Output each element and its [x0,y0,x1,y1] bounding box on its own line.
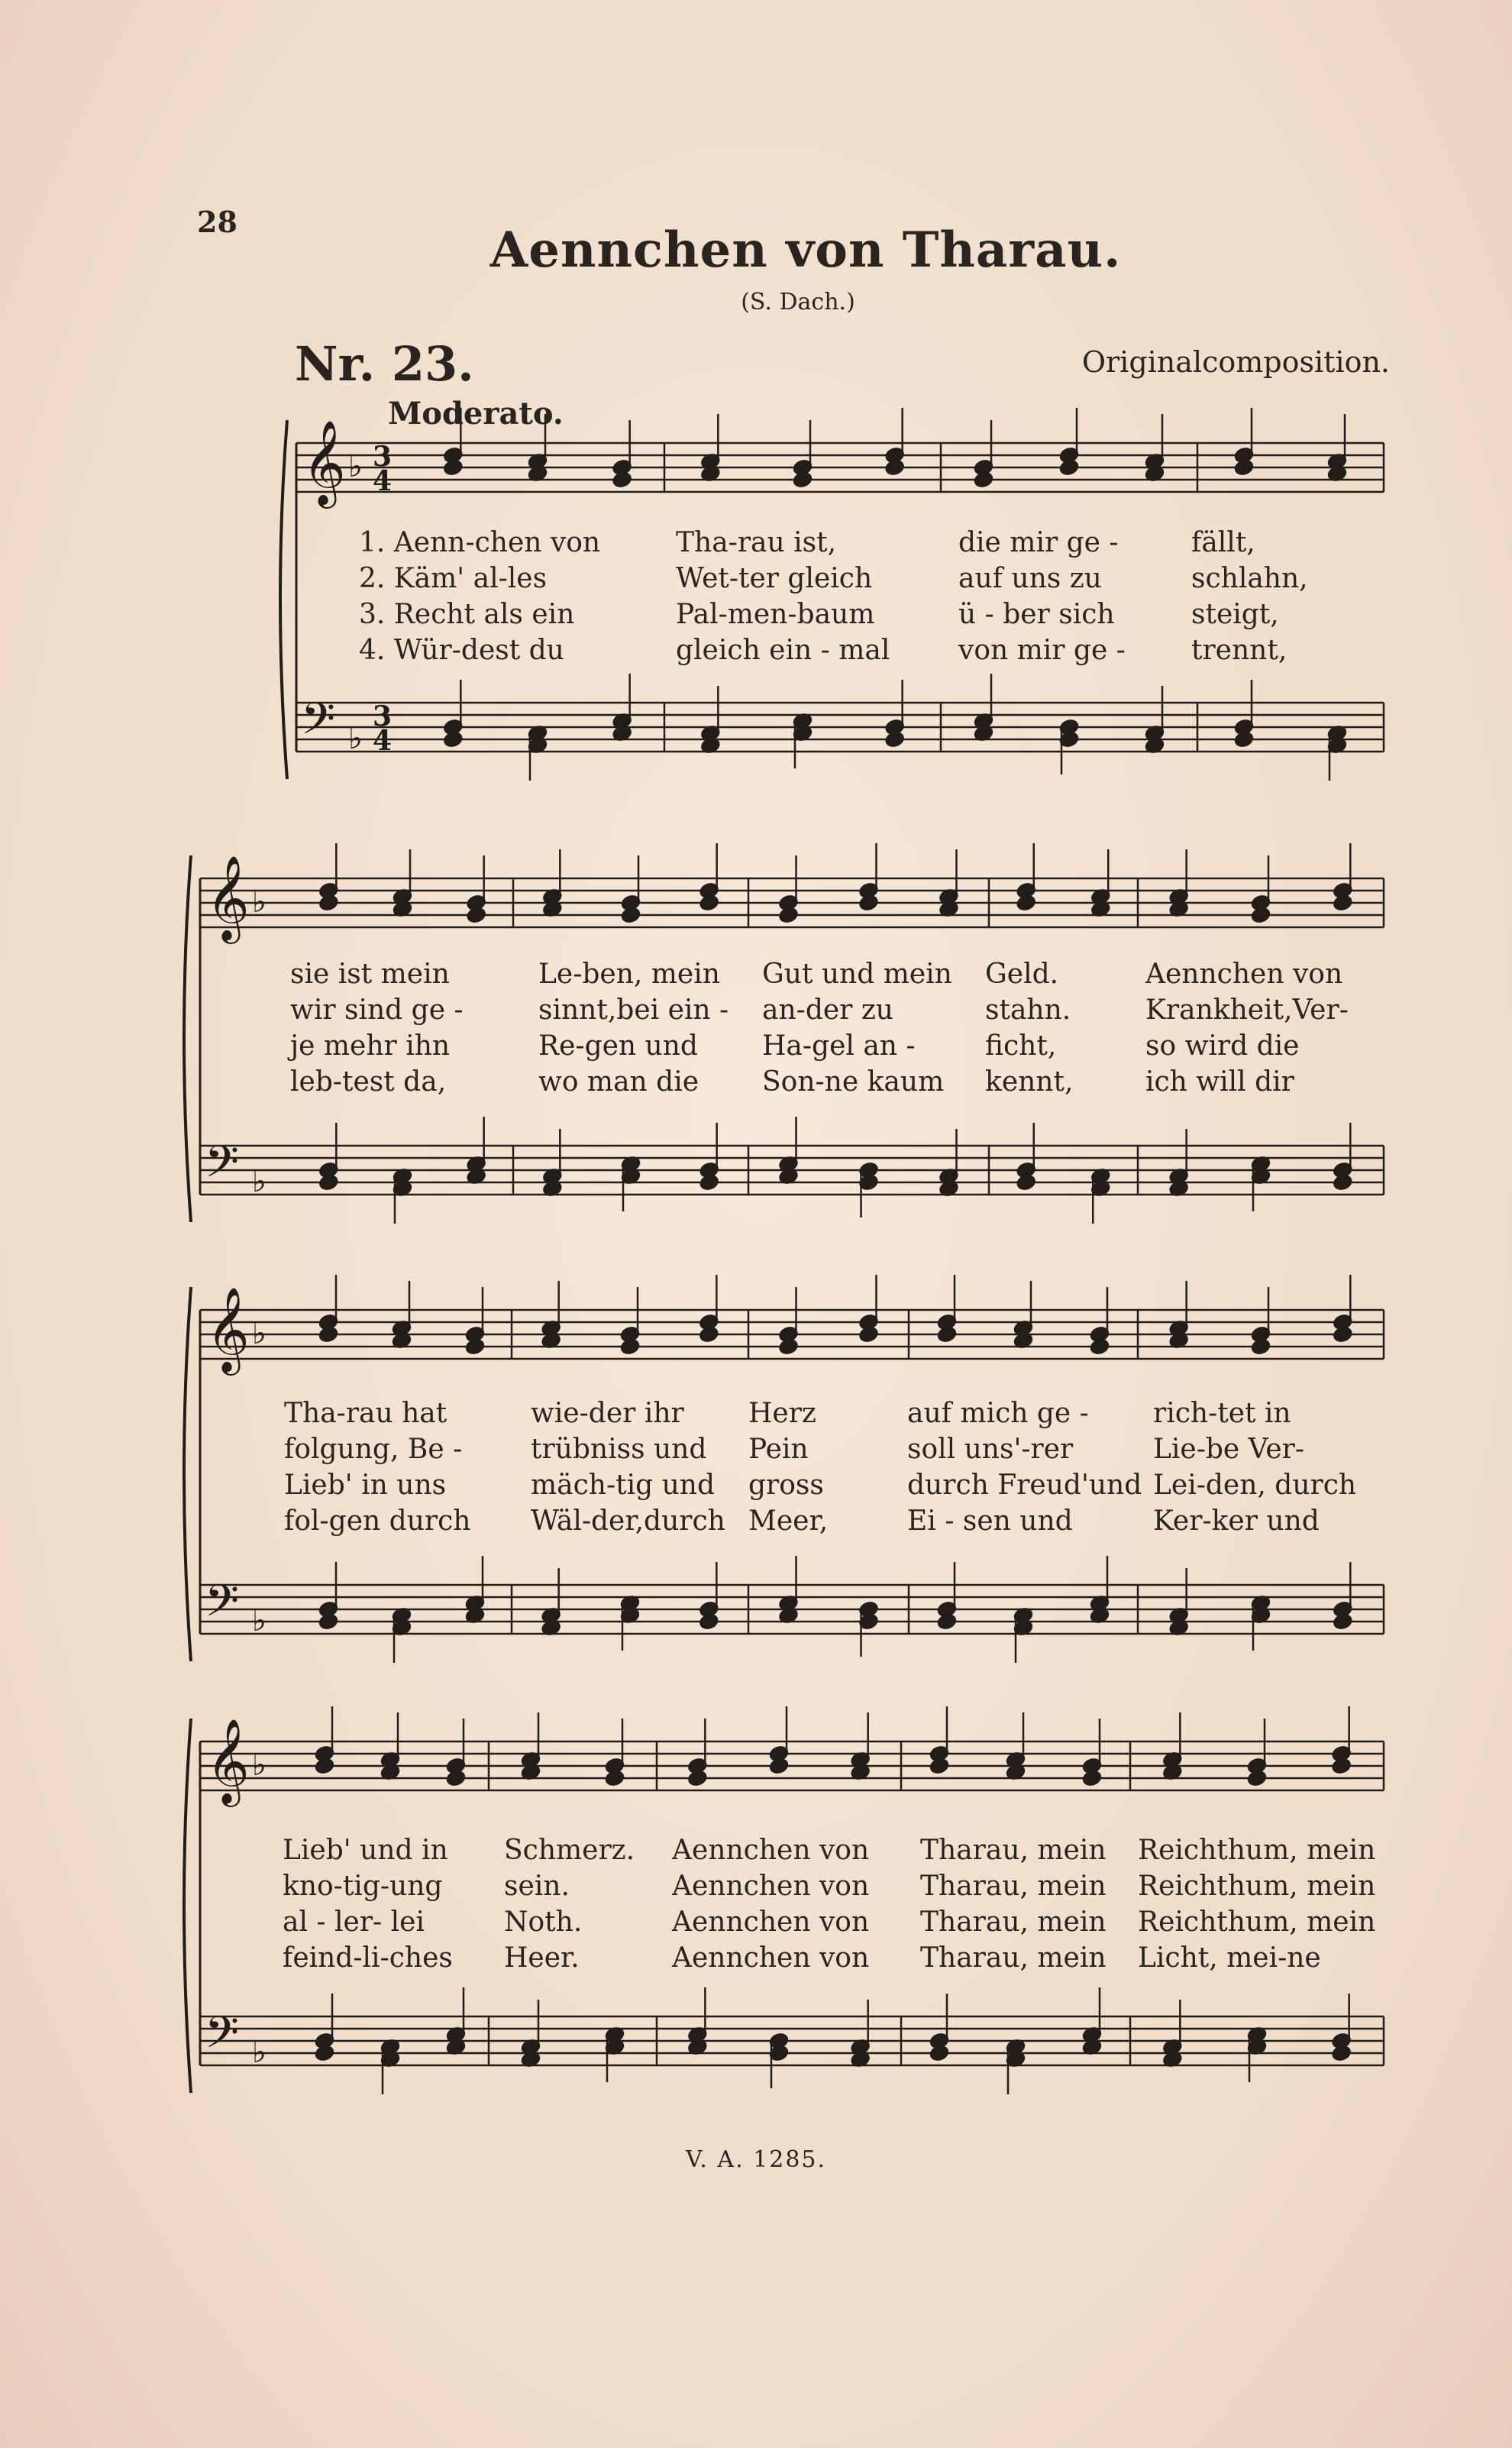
lyric-fragment: Schmerz. [504,1835,635,1866]
lyric-fragment: Tha-rau hat [284,1398,447,1429]
system-4-treble-note [315,1758,334,1775]
system-3-treble-note [1333,1326,1352,1344]
lyric-fragment: gross [748,1470,824,1501]
lyric-fragment: mäch-tig und [531,1470,715,1501]
lyric-fragment: Meer, [748,1505,829,1537]
system-2-treble-note [1333,894,1352,912]
system-3-treble-note [1090,1338,1110,1356]
system-3-treble-note [699,1326,719,1344]
system-1-treble-key-signature: ♭ [348,449,363,484]
system-2-treble-note [1016,894,1036,912]
system-1-treble-note [885,459,905,477]
song-number: Nr. 23. [295,336,474,392]
system-2-treble-clef: 𝄞 [206,855,250,940]
tempo-marking: Moderato. [388,396,564,432]
system-2-treble-key-signature: ♭ [252,884,267,920]
lyric-fragment: soll uns'-rer [907,1434,1074,1465]
poet-credit: (S. Dach.) [741,289,855,315]
lyric-fragment: 2. Käm' al-les [359,563,548,594]
lyric-fragment: von mir ge - [958,635,1126,666]
lyric-fragment: Pal-men-baum [676,599,875,630]
lyric-fragment: Pein [748,1434,809,1465]
system-4-treble-note [605,1770,625,1787]
system-3-bass-note [318,1613,338,1631]
lyric-fragment: rich-tet in [1153,1398,1291,1429]
system-3-bass-note [937,1613,957,1631]
lyric-fragment: Tharau, mein [920,1942,1107,1974]
lyric-fragment: auf uns zu [958,563,1102,594]
system-3-treble-note [937,1326,957,1344]
lyric-fragment: wie-der ihr [531,1398,684,1429]
system-3-treble-note [465,1338,485,1356]
lyric-fragment: ich will dir [1145,1066,1294,1098]
lyric-fragment: Tharau, mein [920,1835,1107,1866]
lyric-fragment: ficht, [985,1030,1057,1062]
system-1-treble-note [1059,459,1079,477]
lyric-fragment: an-der zu [762,994,893,1026]
system-2-bass-note [1016,1174,1036,1192]
lyric-fragment: Gut und mein [762,959,952,990]
system-3-bass-note [1333,1613,1352,1631]
lyric-fragment: Tharau, mein [920,1906,1107,1938]
system-2-treble-note [318,894,338,912]
lyric-fragment: Herz [748,1398,816,1429]
system-1-bass-note [885,731,905,749]
lyric-fragment: trennt, [1191,635,1287,666]
lyric-fragment: kno-tig-ung [283,1871,443,1902]
page-number: 28 [197,205,237,239]
system-3-bass-clef: 𝄢 [205,1575,240,1638]
lyric-fragment: die mir ge - [958,527,1119,558]
lyric-fragment: stahn. [985,994,1071,1026]
system-3-treble-note [620,1338,640,1356]
lyric-fragment: Lieb' und in [283,1835,448,1866]
system-1-treble-note [974,471,993,489]
system-2-bass-note [1333,1174,1352,1192]
system-2-bass-key-signature: ♭ [252,1164,267,1199]
lyric-fragment: 3. Recht als ein [359,599,575,630]
system-2-bass-clef: 𝄢 [205,1136,240,1198]
publisher-number: V. A. 1285. [685,2146,827,2173]
composition-note: Originalcomposition. [1081,345,1390,379]
lyric-fragment: Ha-gel an - [762,1030,916,1062]
lyric-fragment: Re-gen und [538,1030,698,1062]
lyric-fragment: steigt, [1191,599,1279,630]
system-2-treble-note [621,907,641,924]
lyric-fragment: Lieb' in uns [284,1470,447,1501]
system-4-treble-note [1082,1770,1102,1787]
lyric-fragment: so wird die [1145,1030,1300,1062]
lyric-fragment: Le-ben, mein [538,959,720,990]
system-1-bass-key-signature: ♭ [348,721,363,756]
system-4-treble-clef: 𝄞 [206,1718,250,1803]
system-1-bass-note [443,731,463,749]
system-1-treble-clef: 𝄞 [302,419,346,505]
lyric-fragment: Geld. [985,959,1059,990]
system-2-treble-note [467,907,486,924]
system-4-bass-note [929,2045,949,2062]
system-4-bass-clef: 𝄢 [205,2007,240,2069]
lyric-fragment: Reichthum, mein [1138,1835,1376,1866]
lyric-fragment: 1. Aenn-chen von [359,527,601,558]
lyric-fragment: Tharau, mein [920,1871,1107,1902]
lyric-fragment: al - ler- lei [283,1906,425,1938]
system-2-treble-note [858,894,878,912]
system-1-bass-note [1234,731,1254,749]
system-4-treble-note [446,1770,466,1787]
lyric-fragment: wir sind ge - [290,994,464,1026]
lyric-fragment: sinnt,bei ein - [538,994,729,1026]
system-4-treble-key-signature: ♭ [252,1748,267,1783]
system-3-treble-note [1251,1338,1271,1356]
lyric-fragment: Aennchen von [672,1871,870,1902]
lyric-fragment: feind-li-ches [283,1942,453,1974]
bass-time-signature-top: 3 [373,700,393,732]
lyric-fragment: Aennchen von [1145,959,1343,990]
lyric-fragment: Aennchen von [672,1906,870,1938]
lyric-fragment: Ker-ker und [1153,1505,1320,1537]
lyric-fragment: Son-ne kaum [762,1066,945,1098]
lyric-fragment: durch Freud'und [907,1470,1142,1501]
system-3-treble-note [858,1326,878,1344]
lyric-fragment: Wet-ter gleich [676,563,873,594]
lyric-fragment: leb-test da, [290,1066,447,1098]
system-1-treble-note [793,471,813,489]
system-2-brace [184,855,191,1222]
system-2-bass-note [318,1174,338,1192]
lyric-fragment: Wäl-der,durch [531,1505,725,1537]
system-1-brace [280,420,287,779]
lyric-fragment: folgung, Be - [284,1434,463,1465]
lyric-fragment: schlahn, [1191,563,1308,594]
lyric-fragment: gleich ein - mal [676,635,890,666]
lyric-fragment: Lei-den, durch [1153,1470,1357,1501]
system-4-treble-note [769,1758,789,1775]
lyric-fragment: Reichthum, mein [1138,1871,1376,1902]
lyric-fragment: Reichthum, mein [1138,1906,1376,1938]
system-2-treble-note [699,894,719,912]
lyric-fragment: kennt, [985,1066,1074,1098]
lyric-fragment: Aennchen von [672,1942,870,1974]
system-1-bass-clef: 𝄢 [301,693,336,755]
system-4-bass-note [315,2045,334,2062]
lyric-fragment: Licht, mei-ne [1138,1942,1321,1974]
lyric-fragment: Heer. [504,1942,580,1974]
system-4-treble-note [1332,1758,1352,1775]
song-title: Aennchen von Tharau. [489,222,1122,279]
bass-time-signature-bottom: 4 [373,725,393,757]
lyric-fragment: wo man die [538,1066,699,1098]
lyric-fragment: Tha-rau ist, [676,527,837,558]
lyric-fragment: je mehr ihn [290,1030,451,1062]
system-2-bass-note [699,1174,719,1192]
lyric-fragment: auf mich ge - [907,1398,1089,1429]
system-2-treble-note [1251,907,1271,924]
system-4-bass-note [1332,2045,1352,2062]
system-4-bass-key-signature: ♭ [252,2035,267,2070]
system-4-treble-note [929,1758,949,1775]
treble-time-signature-bottom: 4 [373,465,393,497]
lyric-fragment: Krankheit,Ver- [1145,994,1349,1026]
treble-time-signature-top: 3 [373,441,393,473]
system-1-treble-note [612,471,632,489]
system-1-treble-note [443,459,463,477]
lyric-fragment: ü - ber sich [958,599,1115,630]
system-3-treble-key-signature: ♭ [252,1316,267,1351]
system-3-bass-note [699,1613,719,1631]
system-3-brace [184,1287,191,1661]
system-4-treble-note [1247,1770,1267,1787]
lyric-fragment: sein. [504,1871,570,1902]
lyric-fragment: Ei - sen und [907,1505,1073,1537]
lyric-fragment: Aennchen von [672,1835,870,1866]
lyric-fragment: Lie-be Ver- [1153,1434,1305,1465]
system-1-treble-note [1234,459,1254,477]
lyric-fragment: 4. Wür-dest du [359,635,564,666]
lyric-fragment: sie ist mein [290,959,450,990]
system-3-treble-note [778,1338,798,1356]
lyric-fragment: fol-gen durch [284,1505,471,1537]
system-4-brace [184,1719,191,2093]
lyric-fragment: trübniss und [531,1434,707,1465]
lyric-fragment: Noth. [504,1906,583,1938]
lyric-fragment: fällt, [1191,527,1255,558]
system-4-treble-note [687,1770,707,1787]
system-3-treble-note [318,1326,338,1344]
system-2-treble-note [778,907,798,924]
system-3-bass-key-signature: ♭ [252,1603,267,1638]
system-3-treble-clef: 𝄞 [206,1286,250,1372]
